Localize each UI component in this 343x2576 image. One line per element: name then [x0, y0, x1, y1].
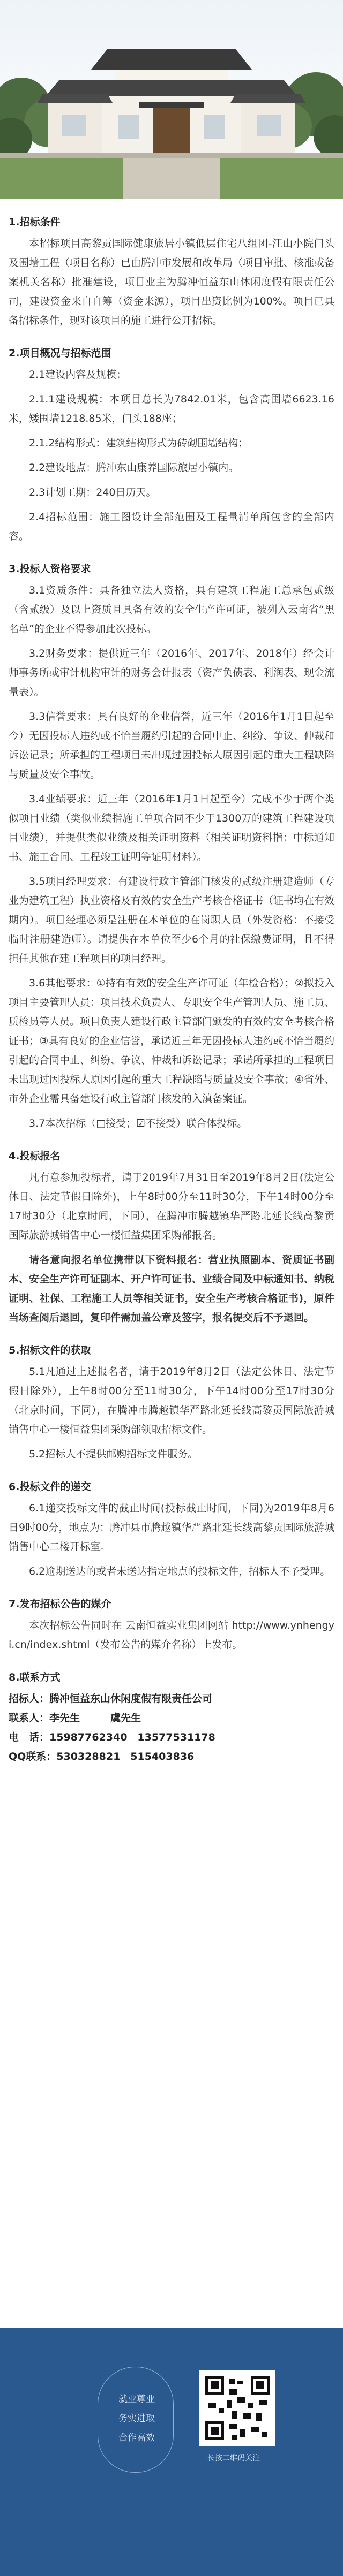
section-title-bidder-requirements: 3.投标人资格要求 [9, 563, 91, 575]
overview-item: 2.1.2结构形式：建筑结构形式为砖砌围墙结构； [29, 437, 249, 449]
slogan-item: 务实进取 [118, 2413, 155, 2424]
section-title-tender-conditions: 1.招标条件 [9, 216, 61, 228]
footer-banner [0, 2328, 343, 2576]
qr-caption: 长按二维码关注 [207, 2454, 260, 2463]
qr-code[interactable] [199, 2370, 275, 2446]
overview-item: 2.1建设内容及规模： [29, 369, 127, 381]
contact-line: QQ联系：530328821 515403836 [9, 1751, 195, 1762]
announcement-body [0, 214, 343, 1766]
hero-image [0, 0, 343, 199]
media-text[interactable]: 本次招标公告同时在 云南恒益实业集团网站 http://www.ynhengyi.cn/index.shtml（发布公告的媒介名称）上发布。 [9, 1620, 334, 1651]
overview-item: 2.4招标范围：施工图设计全部范围及工程量清单所包含的全部内容。 [9, 511, 334, 542]
section-title-project-overview: 2.项目概况与招标范围 [9, 347, 111, 359]
qr-code-icon [203, 2373, 272, 2443]
registration-text: 凡有意参加投标者，请于2019年7月31日至2019年8月2日(法定公休日、法定节假日除外)，上午8时00分至11时30分，下午14时00分至17时30分（北京时间，下同），在腾冲市腾越镇华严路北延长线高黎贡国际旅游城销售中心一楼恒益集团采购部报名。 [9, 1172, 334, 1241]
requirement-item: 3.2财务要求：提供近三年（2016年、2017年、2018年）经会计师事务所或审计机构审计的财务会计报表（资产负债表、利润表、现金流量表）。 [9, 648, 335, 698]
overview-item: 2.1.1建设规模：本项目总长为7842.01米，包含高围墙6623.16米，矮围墙1218.85米，门头188座； [9, 393, 334, 424]
overview-item: 2.3计划工期：240日历天。 [29, 487, 156, 498]
documents-item: 5.2招标人不提供邮购招标文件服务。 [29, 1448, 198, 1460]
registration-note: 请各意向报名单位携带以下资料报名：营业执照副本、资质证书副本、安全生产许可证副本、开户许可证书、业绩合同及中标通知书、纳税证明、社保、工程施工人员等相关证书，安全生产考核合格证书)，原件当场查阅后退回，复印件需加盖公章及签字，报名提交后不予退回。 [9, 1254, 335, 1324]
section-title-submission: 6.投标文件的递交 [9, 1481, 91, 1493]
slogan-item: 就业尊业 [118, 2394, 155, 2405]
slogan-item: 合作高效 [118, 2433, 155, 2443]
contact-line: 招标人：腾冲恒益东山休闲度假有限责任公司 [9, 1693, 213, 1705]
section-title-registration: 4.投标报名 [9, 1150, 61, 1162]
section-title-media: 7.发布招标公告的媒介 [9, 1598, 111, 1610]
contact-line: 联系人：李先生 虞先生 [9, 1712, 141, 1724]
section-title-documents: 5.招标文件的获取 [9, 1344, 91, 1356]
overview-item: 2.2建设地点：腾冲东山康养国际旅居小镇内。 [29, 462, 239, 474]
requirement-item: 3.3信誉要求：具有良好的企业信誉，近三年（2016年1月1日起至今）无因投标人违约或不恰当履约引起的合同中止、纠纷、争议、仲裁和诉讼记录；所承担的工程项目未出现过因投标人原因引起的重大工程缺陷与质量及安全事故。 [9, 711, 335, 780]
building-illustration [0, 0, 343, 199]
requirement-item: 3.1资质条件：具备独立法人资格，具有建筑工程施工总承包贰级（含贰级）及以上资质且具备有效的安全生产许可证，被列入云南省“黑名单”的企业不得参加此次投标。 [9, 584, 334, 635]
requirement-item: 3.4业绩要求：近三年（2016年1月1日起至今）完成不少于两个类似项目业绩（类似业绩指施工单项合同不少于1300万的建筑工程建设项目业绩），并提供类似业绩及相关证明资料（相关证明资料指：中标通知书、施工合同、工程竣工证明等证明材料）。 [9, 793, 334, 863]
submission-item: 6.1递交投标文件的截止时间(投标截止时间，下同)为2019年8月6日9时00分，地点为：腾冲县市腾越镇华严路北延长线高黎贡国际旅游城销售中心二楼开标室。 [9, 1502, 334, 1553]
requirement-item: 3.5项目经理要求：有建设行政主管部门核发的贰级注册建造师（专业为建筑工程）执业资格及有效的安全生产考核合格证书（证书均在有效期内）。项目经理必须是注册在本单位的在岗职人员（外发资格：不接受临时注册建造师）。请提供在本单位至少6个月的社保缴费证明，且不得担任其他在建工程项目的项目经理。 [9, 876, 335, 964]
tender-conditions-text: 本招标项目高黎贡国际健康旅居小镇低层住宅八组团-江山小院门头及围墙工程（项目名称）已由腾冲市发展和改革局（项目审批、核准或备案机关名称）批准建设，项目业主为腾冲恒益东山休闲度假有限责任公司，建设资金来自自筹（资金来源），项目出资比例为100%。项目已具备招标条件，现对该项目的施工进行公开招标。 [9, 238, 335, 326]
submission-item: 6.2逾期送达的或者未送达指定地点的投标文件，招标人不予受理。 [29, 1566, 331, 1577]
slogan-list [96, 2390, 177, 2448]
documents-item: 5.1凡通过上述报名者，请于2019年8月2日（法定公休日、法定节假日除外），上午8时00分至11时30分，下午14时00分至17时30分（北京时间，下同），在腾冲市腾越镇华严路北延长线高黎贡国际旅游城销售中心一楼恒益集团采购部领取招标文件。 [9, 1366, 334, 1435]
requirement-item: 3.7本次招标（□接受；☑不接受）联合体投标。 [29, 1118, 248, 1129]
section-title-contact: 8.联系方式 [9, 1671, 61, 1683]
requirement-item: 3.6其他要求：①持有有效的安全生产许可证（年检合格）；②拟投入项目主要管理人员：项目技术负责人、专职安全生产管理人员、施工员、质检员等人员。项目负责人建设行政主管部门颁发的有效的安全考核合格证书；③具有良好的企业信誉，承诺近三年无因投标人违约或不恰当履约引起的合同中止、纠纷、争议、仲裁和诉讼记录；承诺所承担的工程项目未出现过因投标人原因引起的重大工程缺陷与质量及安全事故；④省外、市外企业需具备建设行政主管部门核发的入滇备案证。 [9, 977, 335, 1105]
contact-line: 电 话：15987762340 13577531178 [9, 1731, 215, 1743]
